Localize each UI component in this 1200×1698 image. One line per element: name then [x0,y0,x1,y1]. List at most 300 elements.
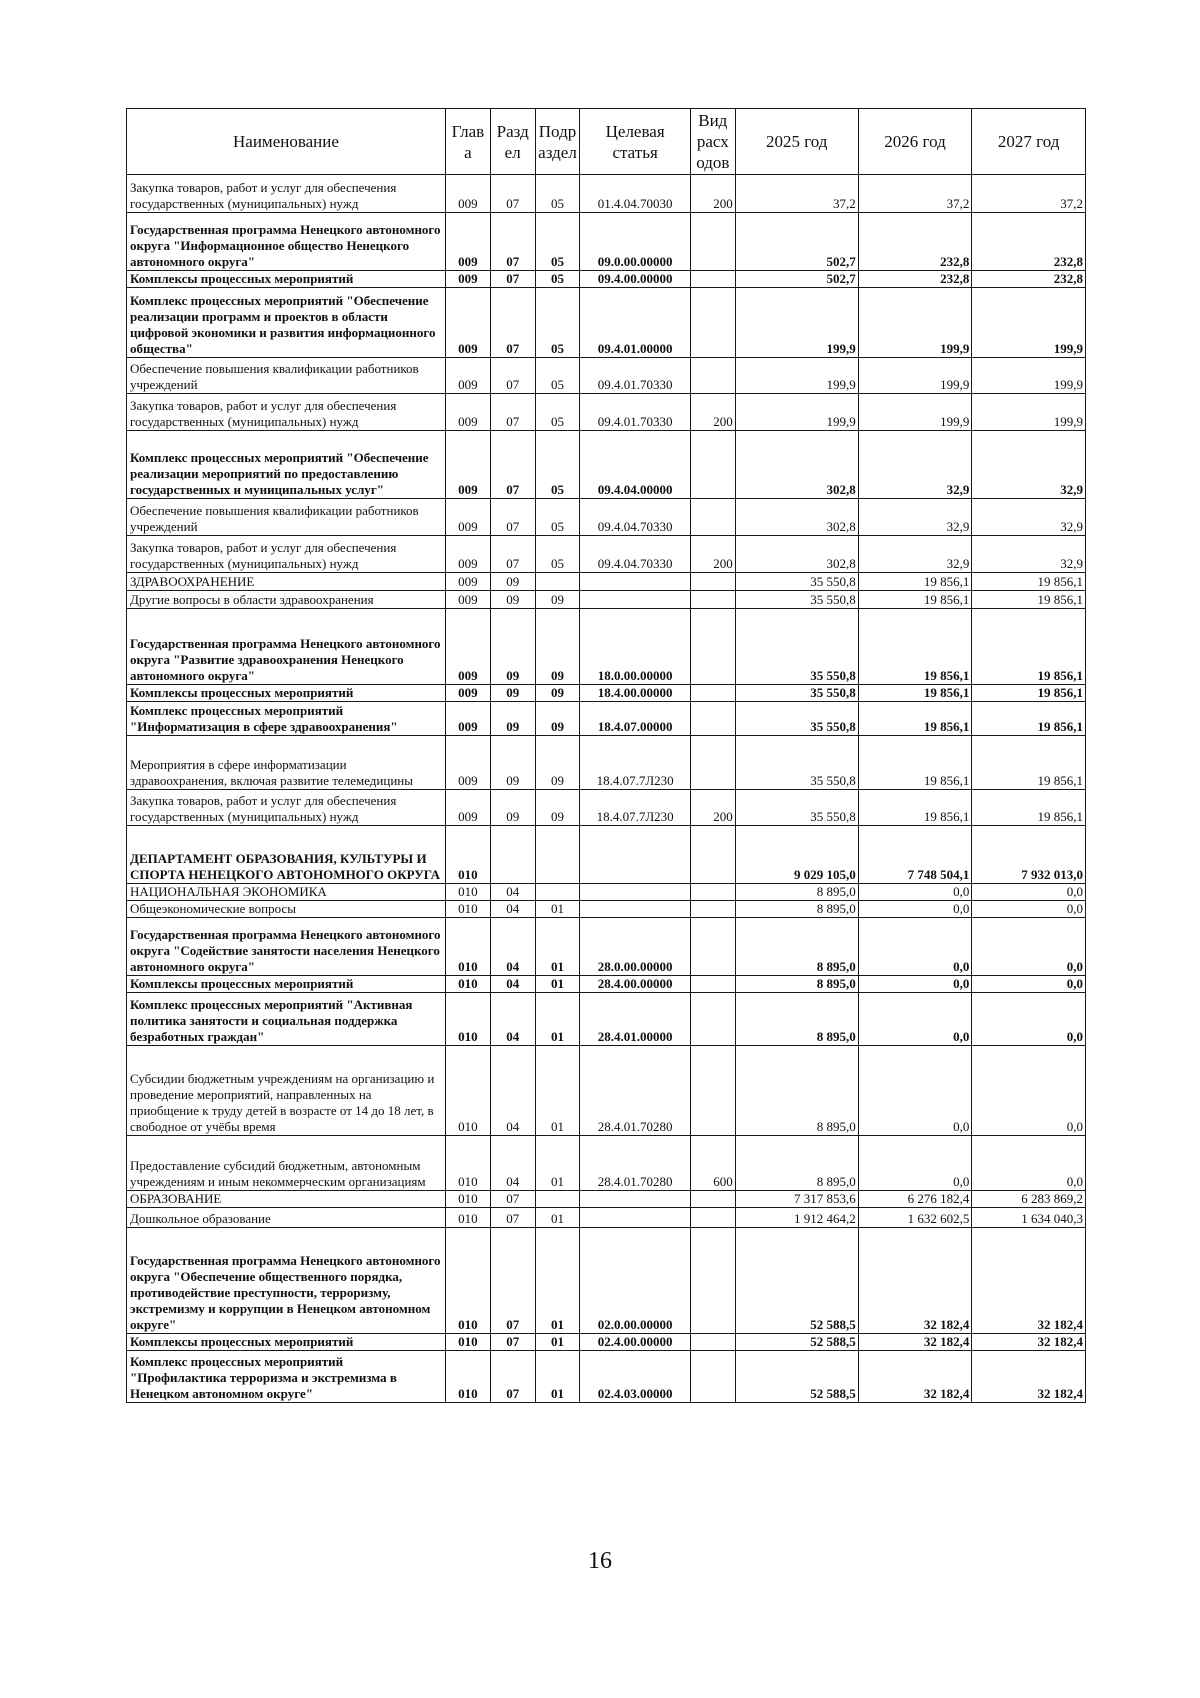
table-cell-vid [690,826,735,884]
table-cell-vid [690,901,735,918]
table-cell-podrazdel: 01 [535,1046,580,1136]
header-name: Наименование [127,109,446,175]
table-cell-target: 09.0.00.00000 [580,213,690,271]
table-cell-name: Государственная программа Ненецкого автономного округа "Информационное общество Ненецкого автономного округа" [127,213,446,271]
table-cell-2026: 0,0 [858,976,972,993]
table-cell-name: ОБРАЗОВАНИЕ [127,1191,446,1208]
table-cell-2027: 0,0 [972,1136,1086,1191]
table-cell-podrazdel: 05 [535,213,580,271]
table-cell-vid [690,609,735,685]
table-cell-2025: 9 029 105,0 [735,826,858,884]
table-cell-podrazdel: 01 [535,1228,580,1334]
table-row [127,1046,1086,1136]
table-cell-razdel: 04 [490,918,535,976]
table-cell-name: Мероприятия в сфере информатизации здравоохранения, включая развитие телемедицины [127,736,446,790]
table-cell-2026: 19 856,1 [858,591,972,609]
table-cell-vid [690,358,735,394]
table-cell-razdel: 07 [490,431,535,499]
table-cell-name: Закупка товаров, работ и услуг для обеспечения государственных (муниципальных) нужд [127,175,446,213]
table-cell-glava: 009 [445,536,490,573]
table-cell-razdel: 04 [490,993,535,1046]
table-cell-razdel: 07 [490,175,535,213]
table-cell-podrazdel: 05 [535,394,580,431]
table-cell-2026: 0,0 [858,884,972,901]
table-cell-2025: 35 550,8 [735,685,858,702]
table-cell-name: Комплекс процессных мероприятий "Профилактика терроризма и экстремизма в Ненецком автономном округе" [127,1351,446,1403]
table-cell-razdel: 07 [490,536,535,573]
table-cell-target [580,591,690,609]
table-cell-target [580,884,690,901]
table-cell-2027: 0,0 [972,901,1086,918]
table-cell-vid [690,702,735,736]
table-cell-glava: 009 [445,271,490,288]
table-cell-2027: 19 856,1 [972,685,1086,702]
table-cell-glava: 009 [445,685,490,702]
table-cell-2025: 8 895,0 [735,918,858,976]
table-cell-2027: 199,9 [972,358,1086,394]
table-row [127,702,1086,736]
table-cell-2025: 1 912 464,2 [735,1208,858,1228]
table-cell-podrazdel: 09 [535,591,580,609]
table-cell-glava: 009 [445,790,490,826]
table-cell-target: 02.4.03.00000 [580,1351,690,1403]
header-row [127,109,1086,175]
table-cell-2025: 35 550,8 [735,591,858,609]
table-cell-2027: 7 932 013,0 [972,826,1086,884]
table-cell-2026: 32 182,4 [858,1351,972,1403]
table-cell-podrazdel: 01 [535,901,580,918]
table-cell-2025: 8 895,0 [735,976,858,993]
table-cell-podrazdel: 01 [535,993,580,1046]
table-cell-name: Государственная программа Ненецкого автономного округа "Развитие здравоохранения Ненецкого автономного округа" [127,609,446,685]
table-cell-name: Другие вопросы в области здравоохранения [127,591,446,609]
table-row [127,736,1086,790]
table-row [127,573,1086,591]
table-cell-name: Комплексы процессных мероприятий [127,976,446,993]
table-cell-2025: 502,7 [735,271,858,288]
table-cell-glava: 010 [445,1334,490,1351]
table-cell-name: ЗДРАВООХРАНЕНИЕ [127,573,446,591]
table-cell-razdel: 07 [490,499,535,536]
table-cell-2025: 35 550,8 [735,573,858,591]
table-cell-razdel: 09 [490,685,535,702]
table-cell-glava: 009 [445,431,490,499]
table-cell-razdel: 09 [490,573,535,591]
table-cell-2026: 0,0 [858,1136,972,1191]
table-cell-podrazdel: 09 [535,702,580,736]
table-cell-2025: 35 550,8 [735,702,858,736]
table-row [127,901,1086,918]
table-cell-target: 09.4.01.70330 [580,394,690,431]
table-cell-2026: 19 856,1 [858,685,972,702]
table-cell-name: Комплексы процессных мероприятий [127,1334,446,1351]
table-cell-podrazdel: 01 [535,1351,580,1403]
table-cell-vid [690,1208,735,1228]
table-cell-name: Обеспечение повышения квалификации работников учреждений [127,358,446,394]
table-row [127,1351,1086,1403]
table-row [127,431,1086,499]
table-cell-razdel: 04 [490,976,535,993]
table-cell-target [580,826,690,884]
table-cell-name: Обеспечение повышения квалификации работников учреждений [127,499,446,536]
table-cell-vid [690,573,735,591]
table-cell-razdel [490,826,535,884]
table-cell-target: 02.0.00.00000 [580,1228,690,1334]
table-cell-2027: 19 856,1 [972,591,1086,609]
table-cell-2026: 0,0 [858,1046,972,1136]
table-cell-2026: 19 856,1 [858,573,972,591]
table-cell-2026: 32 182,4 [858,1334,972,1351]
table-body [127,175,1086,1403]
table-cell-glava: 009 [445,394,490,431]
table-cell-razdel: 07 [490,1228,535,1334]
table-cell-target: 28.0.00.00000 [580,918,690,976]
table-cell-2026: 0,0 [858,901,972,918]
table-row [127,358,1086,394]
table-cell-glava: 009 [445,591,490,609]
table-row [127,976,1086,993]
table-cell-target: 18.4.07.7Л230 [580,790,690,826]
table-cell-vid [690,1351,735,1403]
table-cell-target: 18.4.07.00000 [580,702,690,736]
table-cell-glava: 010 [445,1228,490,1334]
header-podrazdel: Подр аздел [535,109,580,175]
table-cell-2025: 502,7 [735,213,858,271]
table-cell-target [580,1191,690,1208]
table-row [127,394,1086,431]
header-target: Целевая статья [580,109,690,175]
table-cell-2027: 232,8 [972,271,1086,288]
table-cell-name: Комплексы процессных мероприятий [127,271,446,288]
table-cell-razdel: 09 [490,702,535,736]
table-cell-2026: 7 748 504,1 [858,826,972,884]
table-row [127,918,1086,976]
header-glava: Глав а [445,109,490,175]
table-cell-2027: 19 856,1 [972,702,1086,736]
table-cell-2027: 37,2 [972,175,1086,213]
table-cell-name: Комплекс процессных мероприятий "Обеспечение реализации программ и проектов в области цифровой экономики и развития информационного общества" [127,288,446,358]
table-cell-razdel: 09 [490,736,535,790]
table-cell-2025: 199,9 [735,288,858,358]
table-cell-glava: 010 [445,1046,490,1136]
table-cell-razdel: 07 [490,288,535,358]
table-cell-2025: 37,2 [735,175,858,213]
table-cell-2025: 8 895,0 [735,884,858,901]
table-cell-podrazdel: 05 [535,358,580,394]
table-row [127,1228,1086,1334]
table-cell-2026: 199,9 [858,288,972,358]
table-cell-target: 18.0.00.00000 [580,609,690,685]
table-row [127,1334,1086,1351]
table-cell-vid [690,884,735,901]
table-cell-target: 09.4.04.00000 [580,431,690,499]
table-cell-2027: 19 856,1 [972,609,1086,685]
table-cell-target: 02.4.00.00000 [580,1334,690,1351]
table-cell-name: ДЕПАРТАМЕНТ ОБРАЗОВАНИЯ, КУЛЬТУРЫ И СПОРТА НЕНЕЦКОГО АВТОНОМНОГО ОКРУГА [127,826,446,884]
table-cell-2025: 8 895,0 [735,1136,858,1191]
table-cell-name: НАЦИОНАЛЬНАЯ ЭКОНОМИКА [127,884,446,901]
table-cell-podrazdel: 05 [535,499,580,536]
table-cell-vid: 200 [690,175,735,213]
table-cell-podrazdel: 05 [535,271,580,288]
table-cell-2026: 19 856,1 [858,790,972,826]
table-cell-vid: 200 [690,394,735,431]
table-cell-2025: 52 588,5 [735,1334,858,1351]
table-cell-target: 09.4.04.70330 [580,499,690,536]
table-cell-2025: 302,8 [735,499,858,536]
budget-table [126,108,1086,1403]
table-cell-2027: 0,0 [972,884,1086,901]
table-cell-razdel: 04 [490,1136,535,1191]
table-cell-vid [690,213,735,271]
table-cell-glava: 010 [445,918,490,976]
table-row [127,591,1086,609]
table-cell-glava: 010 [445,976,490,993]
table-cell-2025: 199,9 [735,358,858,394]
table-row [127,536,1086,573]
table-cell-2026: 19 856,1 [858,609,972,685]
table-cell-glava: 009 [445,609,490,685]
table-cell-target: 18.4.00.00000 [580,685,690,702]
table-cell-vid [690,1191,735,1208]
table-cell-2025: 52 588,5 [735,1351,858,1403]
table-cell-glava: 010 [445,901,490,918]
table-cell-2027: 19 856,1 [972,790,1086,826]
table-cell-2026: 1 632 602,5 [858,1208,972,1228]
table-cell-podrazdel [535,1191,580,1208]
table-cell-2026: 32,9 [858,536,972,573]
table-cell-2025: 199,9 [735,394,858,431]
table-cell-glava: 009 [445,736,490,790]
table-cell-2025: 302,8 [735,431,858,499]
header-razdel: Разд ел [490,109,535,175]
table-cell-name: Государственная программа Ненецкого автономного округа "Содействие занятости населения Ненецкого автономного округа" [127,918,446,976]
table-cell-podrazdel [535,884,580,901]
table-cell-glava: 010 [445,826,490,884]
table-cell-glava: 009 [445,573,490,591]
header-2027: 2027 год [972,109,1086,175]
table-cell-2027: 32,9 [972,536,1086,573]
table-cell-vid [690,271,735,288]
table-cell-podrazdel: 01 [535,1208,580,1228]
table-cell-vid [690,1228,735,1334]
table-cell-2027: 0,0 [972,993,1086,1046]
table-row [127,288,1086,358]
table-cell-name: Комплекс процессных мероприятий "Активная политика занятости и социальная поддержка безработных граждан" [127,993,446,1046]
table-cell-glava: 010 [445,884,490,901]
table-cell-2027: 32 182,4 [972,1228,1086,1334]
table-cell-vid [690,976,735,993]
table-cell-vid [690,993,735,1046]
table-cell-2027: 32 182,4 [972,1351,1086,1403]
table-row [127,1191,1086,1208]
table-cell-name: Комплекс процессных мероприятий "Информатизация в сфере здравоохранения" [127,702,446,736]
table-cell-target [580,573,690,591]
table-cell-razdel: 07 [490,1351,535,1403]
table-cell-target: 28.4.00.00000 [580,976,690,993]
table-cell-vid [690,591,735,609]
table-cell-2026: 199,9 [858,358,972,394]
table-cell-2025: 8 895,0 [735,993,858,1046]
table-cell-vid [690,1046,735,1136]
table-cell-2027: 199,9 [972,288,1086,358]
table-cell-target: 09.4.00.00000 [580,271,690,288]
table-cell-name: Общеэкономические вопросы [127,901,446,918]
table-cell-2026: 19 856,1 [858,702,972,736]
table-cell-2025: 52 588,5 [735,1228,858,1334]
table-cell-name: Закупка товаров, работ и услуг для обеспечения государственных (муниципальных) нужд [127,394,446,431]
table-cell-glava: 009 [445,175,490,213]
table-cell-target: 09.4.04.70330 [580,536,690,573]
table-cell-target: 09.4.01.00000 [580,288,690,358]
table-row [127,609,1086,685]
table-cell-podrazdel: 09 [535,609,580,685]
table-cell-vid [690,736,735,790]
table-cell-target [580,1208,690,1228]
table-cell-podrazdel: 05 [535,175,580,213]
table-cell-2026: 232,8 [858,213,972,271]
table-cell-2027: 32,9 [972,499,1086,536]
table-row [127,790,1086,826]
table-cell-podrazdel: 01 [535,1334,580,1351]
table-cell-podrazdel: 09 [535,736,580,790]
table-row [127,1136,1086,1191]
table-cell-name: Предоставление субсидий бюджетным, автономным учреждениям и иным некоммерческим организациям [127,1136,446,1191]
table-row [127,685,1086,702]
table-cell-razdel: 09 [490,591,535,609]
table-cell-2027: 0,0 [972,976,1086,993]
table-cell-razdel: 07 [490,358,535,394]
table-cell-name: Закупка товаров, работ и услуг для обеспечения государственных (муниципальных) нужд [127,536,446,573]
table-cell-2026: 6 276 182,4 [858,1191,972,1208]
table-row [127,213,1086,271]
table-cell-2026: 32,9 [858,499,972,536]
table-cell-2025: 8 895,0 [735,1046,858,1136]
table-cell-vid [690,918,735,976]
table-cell-razdel: 04 [490,884,535,901]
table-cell-vid [690,1334,735,1351]
table-cell-glava: 010 [445,1351,490,1403]
page-number: 16 [588,1548,612,1574]
table-cell-podrazdel: 01 [535,918,580,976]
table-cell-podrazdel: 05 [535,431,580,499]
table-cell-podrazdel: 05 [535,288,580,358]
table-cell-2027: 19 856,1 [972,573,1086,591]
table-cell-target: 28.4.01.70280 [580,1046,690,1136]
table-row [127,1208,1086,1228]
table-cell-2025: 35 550,8 [735,790,858,826]
table-cell-2027: 199,9 [972,394,1086,431]
table-cell-name: Комплекс процессных мероприятий "Обеспечение реализации мероприятий по предоставлению государственных и муниципальных услуг" [127,431,446,499]
table-row [127,884,1086,901]
table-cell-vid [690,431,735,499]
table-cell-glava: 010 [445,1208,490,1228]
table-cell-vid [690,288,735,358]
table-cell-target: 28.4.01.00000 [580,993,690,1046]
table-cell-razdel: 07 [490,1334,535,1351]
table-cell-2027: 232,8 [972,213,1086,271]
table-cell-glava: 009 [445,288,490,358]
table-cell-glava: 010 [445,993,490,1046]
table-cell-podrazdel: 01 [535,1136,580,1191]
table-row [127,175,1086,213]
table-cell-2026: 232,8 [858,271,972,288]
table-cell-razdel: 09 [490,609,535,685]
table-cell-2027: 6 283 869,2 [972,1191,1086,1208]
table-cell-target: 01.4.04.70030 [580,175,690,213]
table-cell-razdel: 07 [490,1191,535,1208]
table-cell-glava: 009 [445,499,490,536]
table-row [127,826,1086,884]
table-cell-target [580,901,690,918]
table-cell-razdel: 09 [490,790,535,826]
table-cell-2026: 199,9 [858,394,972,431]
table-cell-2025: 8 895,0 [735,901,858,918]
table-cell-glava: 009 [445,702,490,736]
table-cell-vid: 200 [690,536,735,573]
table-cell-name: Дошкольное образование [127,1208,446,1228]
table-cell-podrazdel [535,573,580,591]
table-cell-vid: 200 [690,790,735,826]
table-cell-2026: 19 856,1 [858,736,972,790]
header-2026: 2026 год [858,109,972,175]
table-cell-2027: 0,0 [972,918,1086,976]
table-cell-2025: 302,8 [735,536,858,573]
table-cell-glava: 009 [445,358,490,394]
table-cell-2026: 0,0 [858,993,972,1046]
header-vid: Вид расх одов [690,109,735,175]
table-cell-2027: 32,9 [972,431,1086,499]
table-cell-podrazdel: 01 [535,976,580,993]
table-row [127,271,1086,288]
table-cell-2027: 32 182,4 [972,1334,1086,1351]
table-cell-vid [690,685,735,702]
table-cell-razdel: 07 [490,213,535,271]
table-cell-razdel: 07 [490,1208,535,1228]
table-cell-target: 18.4.07.7Л230 [580,736,690,790]
table-cell-glava: 010 [445,1191,490,1208]
table-cell-2025: 35 550,8 [735,609,858,685]
table-cell-name: Субсидии бюджетным учреждениям на организацию и проведение мероприятий, направленных на приобщение к труду детей в возрасте от 14 до 18 лет, в свободное от учёбы время [127,1046,446,1136]
table-cell-name: Комплексы процессных мероприятий [127,685,446,702]
table-cell-2027: 19 856,1 [972,736,1086,790]
table-cell-2025: 7 317 853,6 [735,1191,858,1208]
table-cell-2025: 35 550,8 [735,736,858,790]
table-cell-vid [690,499,735,536]
table-cell-razdel: 04 [490,901,535,918]
table-cell-razdel: 04 [490,1046,535,1136]
table-cell-2026: 32,9 [858,431,972,499]
table-row [127,499,1086,536]
table-cell-2026: 32 182,4 [858,1228,972,1334]
table-cell-name: Закупка товаров, работ и услуг для обеспечения государственных (муниципальных) нужд [127,790,446,826]
table-cell-target: 28.4.01.70280 [580,1136,690,1191]
table-cell-glava: 009 [445,213,490,271]
table-cell-name: Государственная программа Ненецкого автономного округа "Обеспечение общественного порядка, противодействие преступности, терроризму, экстремизму и коррупции в Ненецком автономном округе" [127,1228,446,1334]
header-2025: 2025 год [735,109,858,175]
table-cell-podrazdel: 05 [535,536,580,573]
table-cell-2027: 0,0 [972,1046,1086,1136]
table-cell-razdel: 07 [490,271,535,288]
table-cell-2026: 37,2 [858,175,972,213]
table-cell-razdel: 07 [490,394,535,431]
table-cell-2026: 0,0 [858,918,972,976]
table-cell-podrazdel: 09 [535,685,580,702]
table-cell-podrazdel: 09 [535,790,580,826]
table-row [127,993,1086,1046]
table-cell-target: 09.4.01.70330 [580,358,690,394]
table-cell-podrazdel [535,826,580,884]
